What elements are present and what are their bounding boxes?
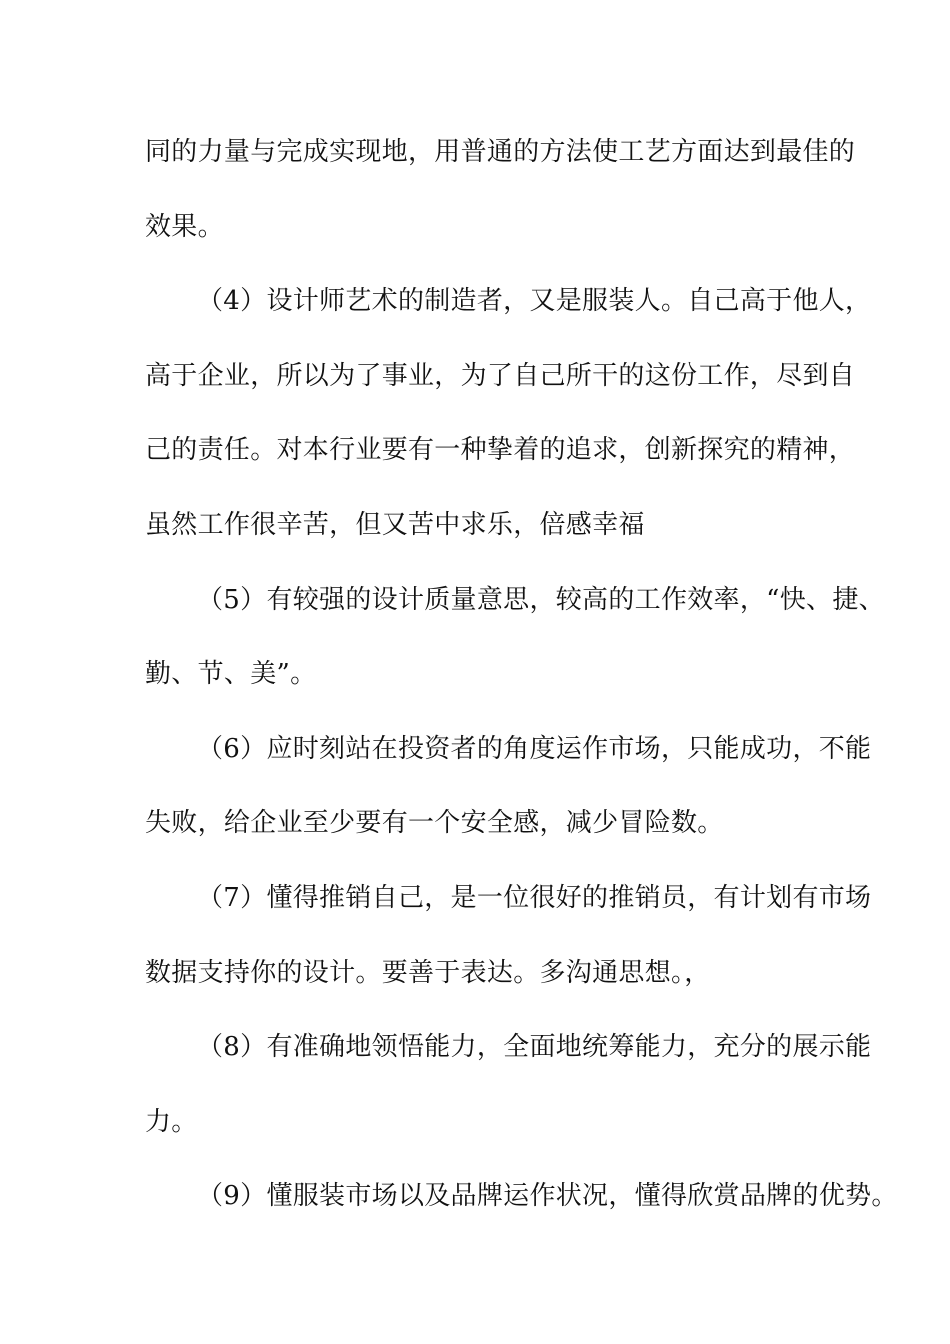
text-line: （9）懂服装市场以及品牌运作状况，懂得欣赏品牌的优势。: [197, 1181, 898, 1212]
text-line: 效果。: [145, 211, 224, 242]
text-line: 高于企业，所以为了事业，为了自己所干的这份工作，尽到自: [145, 360, 856, 391]
text-line: 力。: [145, 1106, 198, 1137]
text-line: （7）懂得推销自己，是一位很好的推销员，有计划有市场: [197, 882, 872, 913]
text-line: 同的力量与完成实现地，用普通的方法使工艺方面达到最佳的: [145, 137, 856, 167]
text-line: 失败，给企业至少要有一个安全感，减少冒险数。: [145, 808, 724, 839]
text-line: （4）设计师艺术的制造者，又是服装人。自己高于他人，: [197, 286, 872, 317]
text-line: （5）有较强的设计质量意思，较高的工作效率，“快、捷、: [197, 584, 885, 615]
text-line: 己的责任。对本行业要有一种挚着的追求，创新探究的精神，: [145, 435, 856, 466]
text-line: （6）应时刻站在投资者的角度运作市场，只能成功，不能: [197, 733, 872, 764]
document-body: [145, 128, 898, 1247]
text-line: 数据支持你的设计。要善于表达。多沟通思想。，: [145, 957, 711, 988]
text-line: 勤、节、美”。: [145, 659, 317, 690]
text-line: 虽然工作很辛苦，但又苦中求乐，倍感幸福: [145, 509, 645, 540]
text-line: （8）有准确地领悟能力，全面地统筹能力，充分的展示能: [197, 1032, 872, 1063]
